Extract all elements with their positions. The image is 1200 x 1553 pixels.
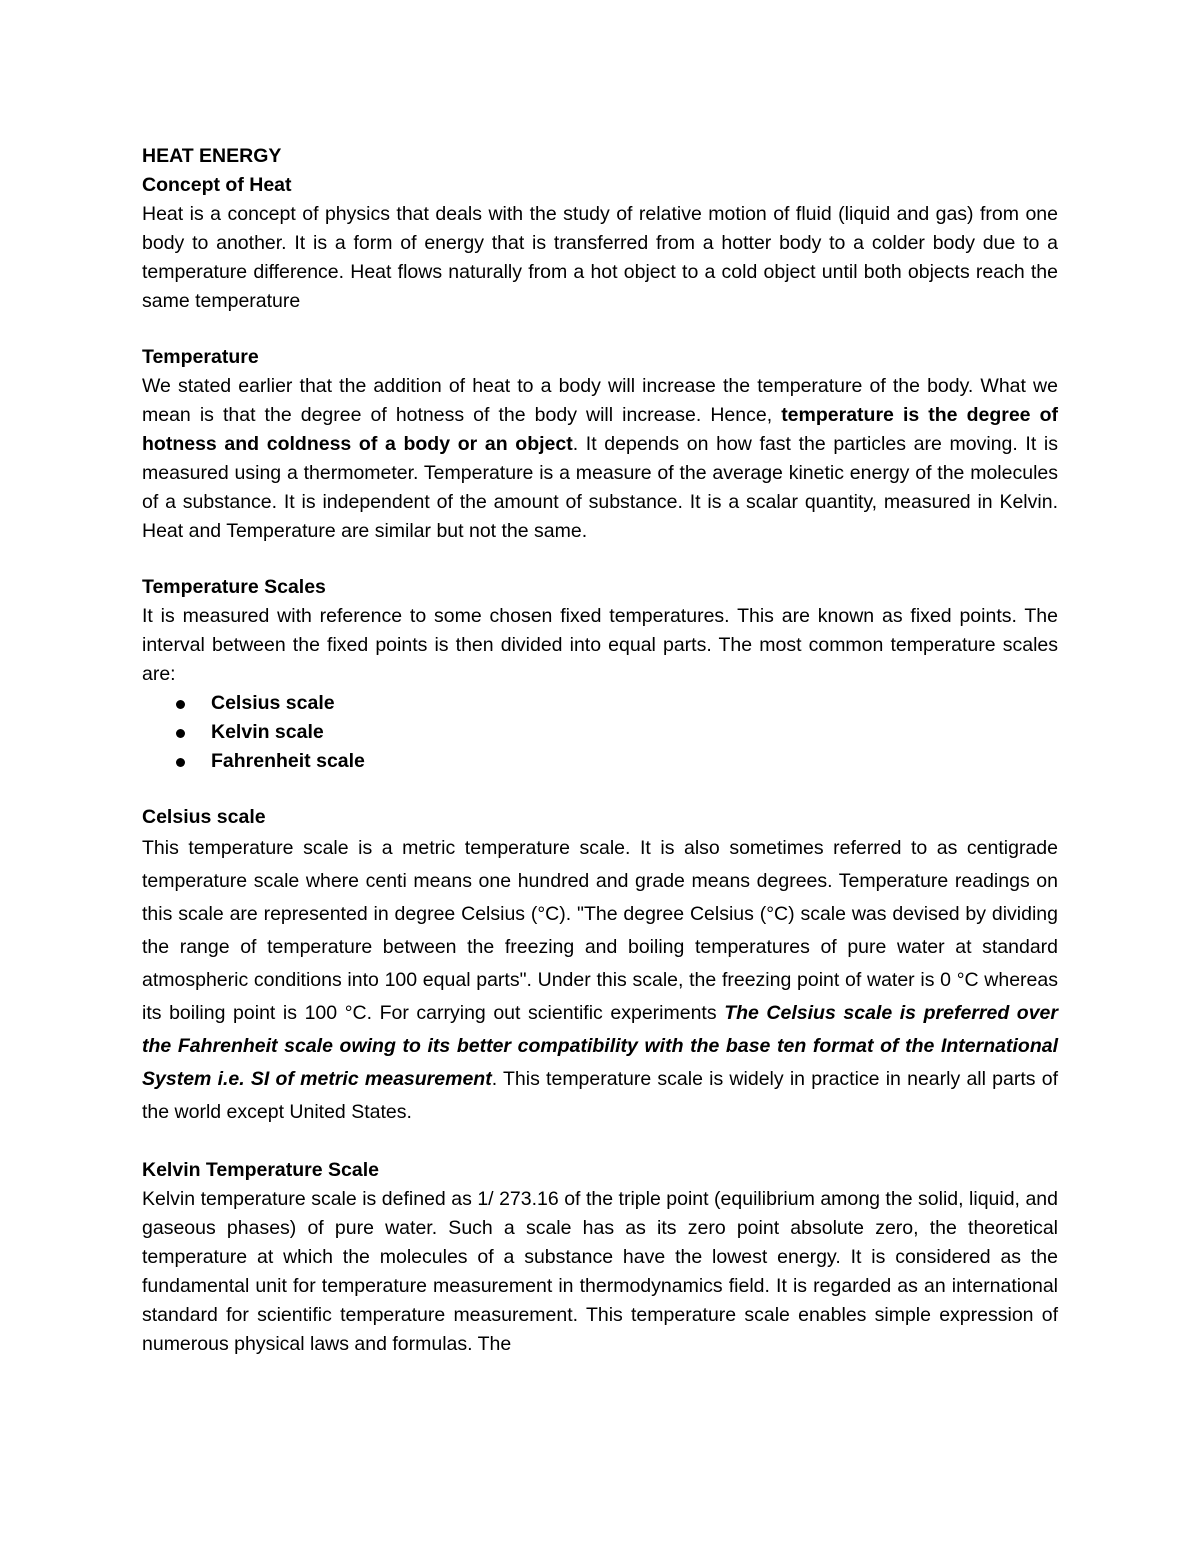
scales-list — [142, 689, 1058, 776]
document-title: HEAT ENERGY — [142, 145, 282, 167]
section-heading: Temperature Scales — [142, 576, 326, 598]
section-heading: Concept of Heat — [142, 174, 292, 196]
section-heading: Kelvin Temperature Scale — [142, 1159, 379, 1181]
section-paragraph — [142, 832, 1058, 1129]
definition-bold-text: temperature is the degree of hotness and coldness of a body or an object — [142, 404, 1058, 455]
section-temperature-scales — [142, 573, 1058, 776]
emphasis-bold-italic-text: The Celsius scale is preferred over the Fahrenheit scale owing to its better compatibility with the base ten format of the International System i.e. SI of metric measurement — [142, 1002, 1058, 1090]
bullet-icon — [176, 700, 185, 709]
section-kelvin-scale — [142, 1156, 1058, 1359]
document-body — [142, 142, 1058, 1359]
section-paragraph: It is measured with reference to some chosen fixed temperatures. This are known as fixed points. The interval between the fixed points is then divided into equal parts. The most common temperature scales are: — [142, 605, 1058, 685]
section-paragraph: Kelvin temperature scale is defined as 1/ 273.16 of the triple point (equilibrium among the solid, liquid, and gaseous phases) of pure water. Such a scale has as its zero point absolute zero, the theoretical temperature at which the molecules of a substance have the lowest energy. It is considered as the fundamental unit for temperature measurement in thermodynamics field. It is regarded as an international standard for scientific temperature measurement. This temperature scale enables simple expression of numerous physical laws and formulas. The — [142, 1188, 1058, 1355]
bullet-icon — [176, 758, 185, 767]
section-paragraph: Heat is a concept of physics that deals with the study of relative motion of fluid (liquid and gas) from one body to another. It is a form of energy that is transferred from a hotter body to a colder body due to a temperature difference. Heat flows naturally from a hot object to a cold object until both objects reach the same temperature — [142, 203, 1058, 312]
list-item: Kelvin scale — [172, 718, 1058, 747]
section-celsius-scale — [142, 803, 1058, 1129]
paragraph-text: We stated earlier that the addition of heat to a body will increase the temperature of the body. What we mean is that the degree of hotness of the body will increase. Hence, — [142, 375, 1058, 426]
bullet-icon — [176, 729, 185, 738]
paragraph-text: . It depends on how fast the particles are moving. It is measured using a thermometer. Temperature is a measure of the average kinetic energy of the molecules of a substance. It is independent of the amount of substance. It is a scalar quantity, measured in Kelvin. Heat and Temperature are similar but not the same. — [142, 433, 1058, 542]
section-temperature — [142, 343, 1058, 546]
section-concept-of-heat — [142, 171, 1058, 316]
paragraph-text: This temperature scale is a metric temperature scale. It is also sometimes referred to as centigrade temperature scale where centi means one hundred and grade means degrees. Temperature readings on this scale are represented in degree Celsius (°C). "The degree Celsius (°C) scale was devised by dividing the range of temperature between the freezing and boiling temperatures of pure water at standard atmospheric conditions into 100 equal parts". Under this scale, the freezing point of water is 0 °C whereas its boiling point is 100 °C. For carrying out scientific experiments — [142, 837, 1058, 1024]
section-heading: Celsius scale — [142, 806, 266, 828]
list-item: Celsius scale — [172, 689, 1058, 718]
list-item: Fahrenheit scale — [172, 747, 1058, 776]
paragraph-text: . This temperature scale is widely in practice in nearly all parts of the world except United States. — [142, 1068, 1058, 1123]
section-paragraph — [142, 372, 1058, 546]
section-heading: Temperature — [142, 346, 259, 368]
